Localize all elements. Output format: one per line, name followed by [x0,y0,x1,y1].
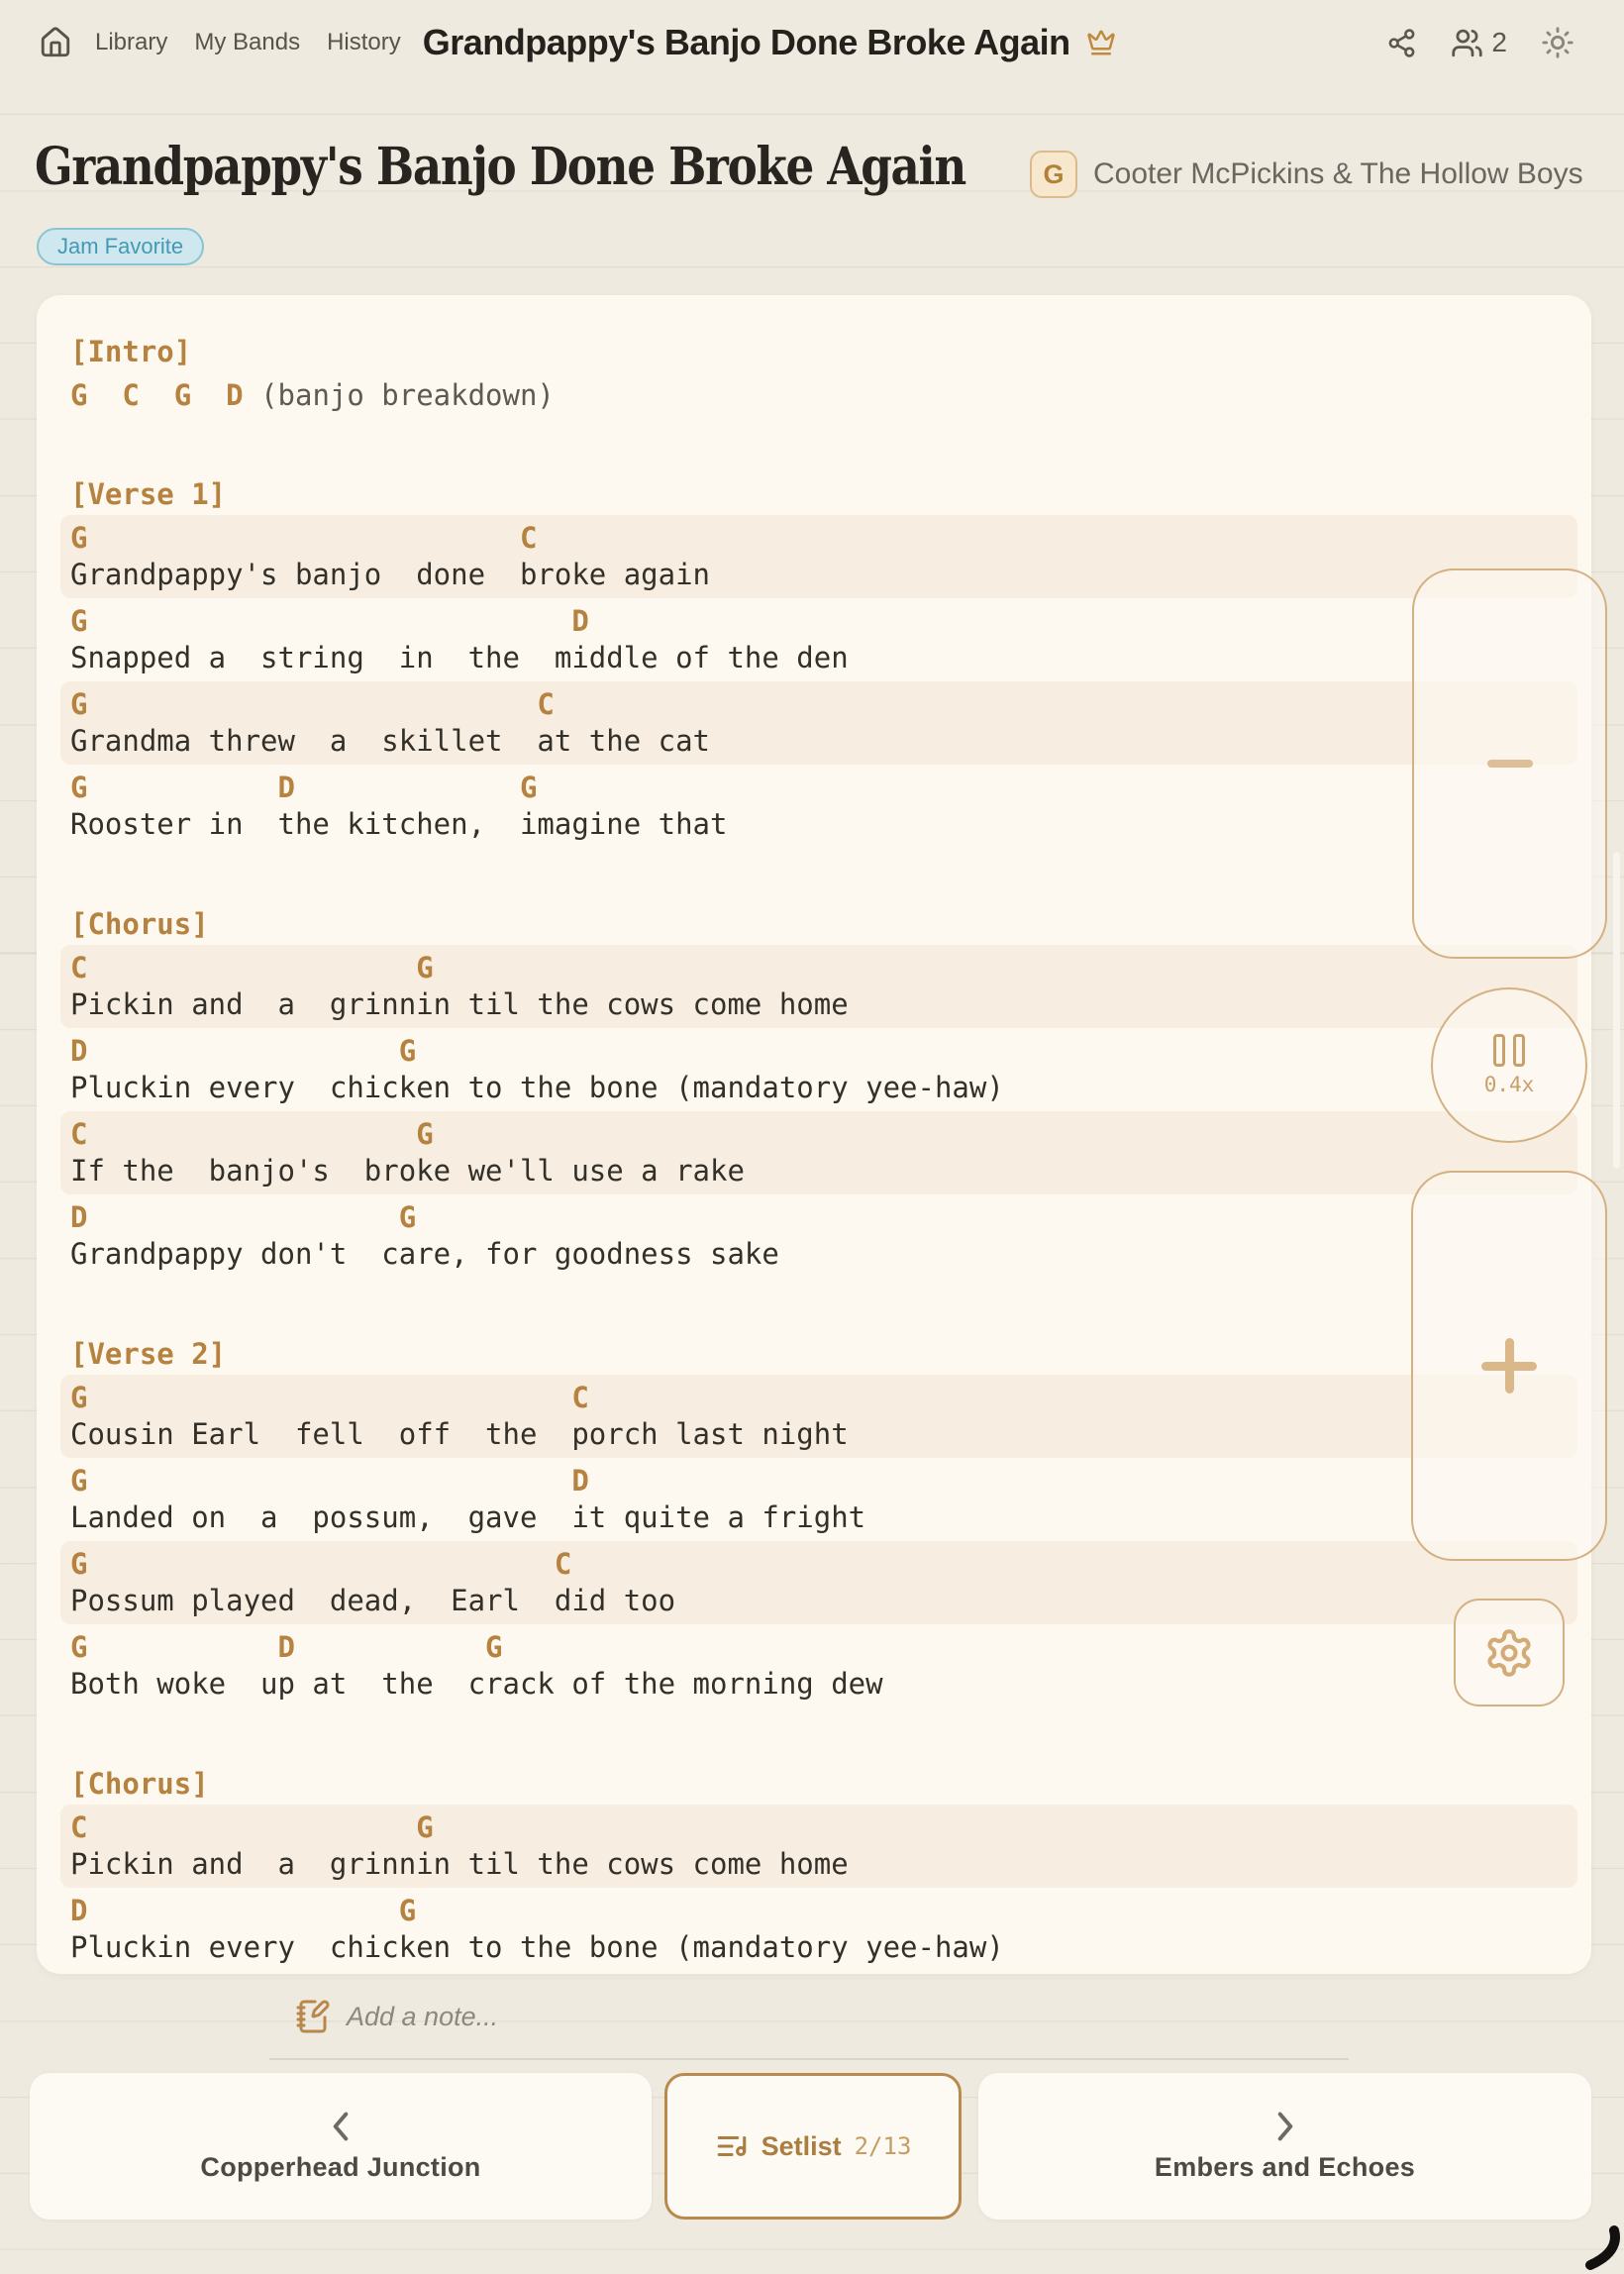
list-music-icon [715,2129,749,2163]
chord-lyric-line [60,1805,1577,1888]
chord-line: G D G [70,771,538,804]
jam-favorite-tag: Jam Favorite [37,228,204,265]
chord-row [70,1116,1568,1152]
gear-icon [1483,1627,1535,1679]
scroll-speed-value: 0.4x [1483,1073,1535,1096]
setlist-label: Setlist [761,2130,842,2161]
chord-row [70,950,1568,985]
chord-sheet-card [37,295,1591,1974]
song-section [70,903,1568,1278]
setlist-button[interactable] [664,2073,962,2220]
lyric-line: Pickin and a grinnin til the cows come home [70,987,849,1021]
scrollbar-thumb[interactable] [1613,852,1620,1169]
lyric-line: Both woke up at the crack of the morning dew [70,1667,883,1701]
chevron-left-icon [330,2111,352,2142]
chord-line: G C [70,1547,572,1581]
theme-toggle-button[interactable] [1541,26,1574,59]
section-label: [Verse 2] [70,1337,227,1371]
chord-row [70,520,1568,556]
chord-row [70,1033,1568,1069]
plus-icon [1481,1338,1537,1394]
nav-links [95,29,401,56]
chord-lyric-line [60,1458,1577,1541]
chord-line: C G [70,1117,434,1151]
chord-lyric-line [60,1028,1577,1111]
chord-row [70,603,1568,639]
chord-row [70,1380,1568,1415]
chord-lyric-line [60,681,1577,765]
notebook-pen-icon [295,1999,331,2034]
chord-line: G C [70,521,538,555]
pause-icon [1493,1034,1525,1067]
setlist-position: 2/13 [854,2132,912,2160]
home-button[interactable] [38,25,73,60]
chord-lyric-line [60,945,1577,1028]
nav-song-title: Grandpappy's Banjo Done Broke Again [422,22,1070,62]
chord-line: G C [70,1381,589,1414]
ink-swoosh-decoration [1571,2224,1624,2274]
lyric-line: Cousin Earl fell off the porch last night [70,1417,849,1451]
chord-row [70,1629,1568,1665]
home-icon [39,26,72,59]
chord-lyric-line [60,598,1577,681]
song-section [70,473,1568,848]
minus-icon [1487,760,1533,768]
chord-line: C G [70,1810,434,1844]
chord-lyric-line [60,1375,1577,1458]
chord-line: D G [70,1034,417,1068]
note-placeholder: Add a note... [347,2001,499,2031]
chord-row [70,1199,1568,1235]
chord-line: G C G D [70,378,244,412]
chord-lyric-line [60,372,1577,418]
nav-link-my-bands[interactable]: My Bands [194,29,301,55]
lyric-line: If the banjo's broke we'll use a rake [70,1154,745,1188]
crown-icon [1086,28,1116,57]
chord-line: G D [70,604,589,638]
lyric-line: Snapped a string in the middle of the den [70,641,849,674]
chord-lyric-line [60,1111,1577,1194]
chord-lyric-line [60,1624,1577,1707]
artist-name: Cooter McPickins & The Hollow Boys [1093,157,1583,190]
chord-lyric-line [60,1888,1577,1971]
chord-row [70,686,1568,722]
performance-note: (banjo breakdown) [243,378,555,412]
collaborators-button[interactable] [1451,27,1507,59]
chord-row [70,770,1568,805]
collaborator-count: 2 [1491,27,1507,57]
nav-link-history[interactable]: History [327,29,401,55]
lyric-line: Grandpappy's banjo done broke again [70,558,711,591]
chord-row [70,377,1568,413]
section-label: [Intro] [70,335,192,368]
lyric-line: Grandma threw a skillet at the cat [70,724,711,758]
chord-row [70,1463,1568,1499]
chord-line: D G [70,1894,417,1927]
song-section [70,331,1568,418]
lyric-line: Grandpappy don't care, for goodness sake [70,1237,779,1271]
chord-line: G C [70,687,555,721]
section-label: [Chorus] [70,907,209,941]
sheet-sections [70,331,1568,1971]
section-label: [Verse 1] [70,477,227,511]
chevron-right-icon [1274,2111,1296,2142]
song-section [70,1333,1568,1707]
lyric-line: Pluckin every chicken to the bone (mandatory yee-haw) [70,1071,1004,1104]
previous-song-button[interactable] [30,2073,652,2220]
sun-icon [1541,26,1574,59]
autoscroll-speed-button[interactable] [1431,987,1587,1143]
page-title: Grandpappy's Banjo Done Broke Again [35,137,966,197]
share-icon [1386,28,1417,58]
chord-row [70,1546,1568,1582]
song-section [70,1763,1568,1971]
chord-line: G D [70,1464,589,1498]
lyric-line: Possum played dead, Earl did too [70,1584,676,1617]
settings-button[interactable] [1454,1599,1565,1706]
lyric-line: Rooster in the kitchen, imagine that [70,807,728,841]
share-button[interactable] [1386,28,1417,58]
top-nav [0,0,1624,85]
chord-lyric-line [60,765,1577,848]
lyric-line: Landed on a possum, gave it quite a fright [70,1500,866,1534]
key-badge[interactable]: G [1030,151,1077,198]
nav-link-library[interactable]: Library [95,29,168,55]
note-input-underline [269,2058,1349,2060]
lyric-line: Pluckin every chicken to the bone (mandatory yee-haw) [70,1930,1004,1964]
zoom-out-button[interactable] [1412,568,1607,959]
next-song-title: Embers and Echoes [1154,2151,1416,2182]
previous-song-title: Copperhead Junction [200,2151,481,2182]
lyric-line: Pickin and a grinnin til the cows come home [70,1847,849,1881]
chord-lyric-line [60,515,1577,598]
chord-row [70,1893,1568,1928]
zoom-in-button[interactable] [1411,1171,1607,1561]
chord-line: G D G [70,1630,503,1664]
chord-lyric-line [60,1541,1577,1624]
chord-lyric-line [60,1194,1577,1278]
chord-line: C G [70,951,434,984]
add-note-field[interactable] [295,1999,498,2034]
chord-line: D G [70,1200,417,1234]
chord-row [70,1809,1568,1845]
section-label: [Chorus] [70,1767,209,1801]
nav-actions [1386,26,1574,59]
users-icon [1451,27,1483,59]
next-song-button[interactable] [978,2073,1591,2220]
